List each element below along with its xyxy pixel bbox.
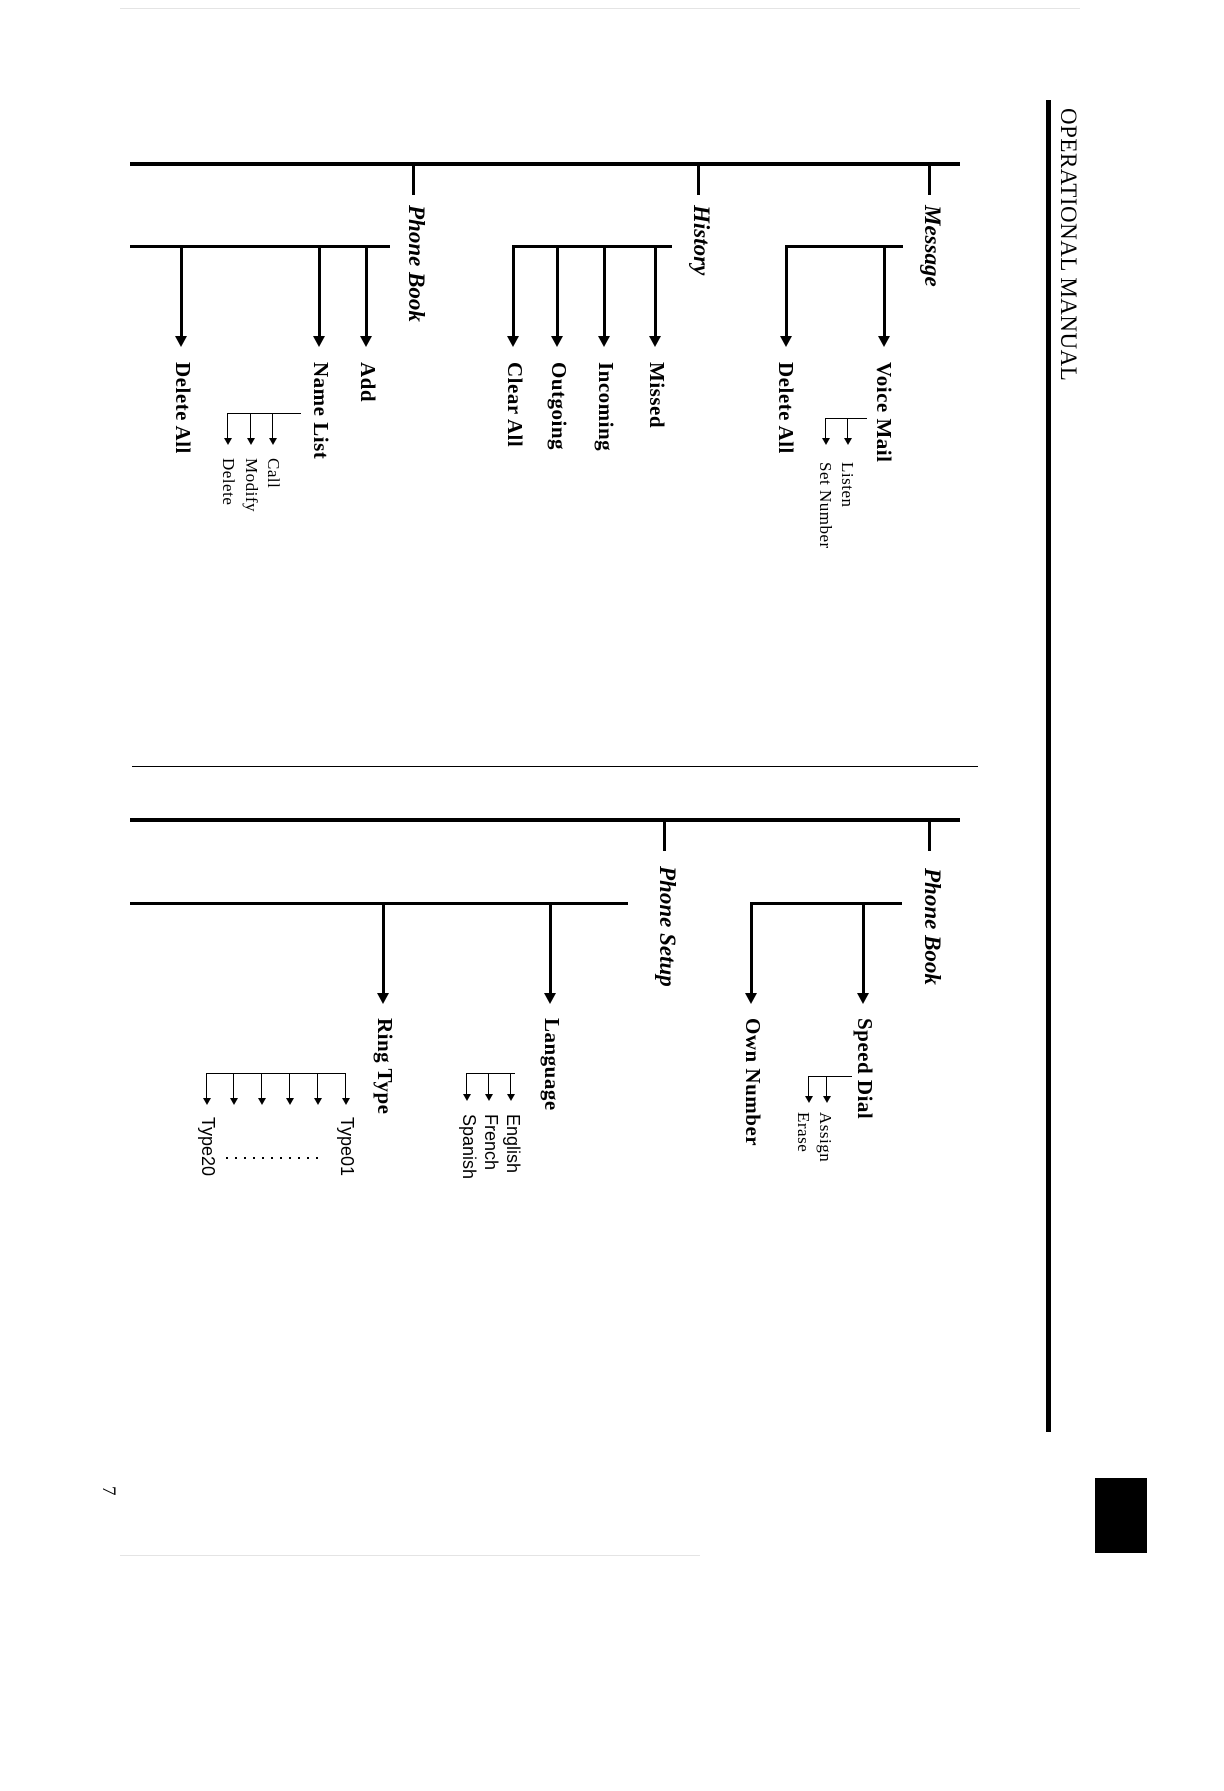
language-connector bbox=[549, 903, 552, 993]
section-tab bbox=[1095, 1478, 1147, 1553]
incoming-arrow bbox=[598, 336, 610, 347]
assign-arrow bbox=[823, 1096, 831, 1103]
incoming-connector bbox=[603, 246, 606, 336]
voice-mail-item: Voice Mail bbox=[872, 362, 896, 463]
own-number-item: Own Number bbox=[741, 1018, 765, 1147]
set-number-option: Set Number bbox=[816, 462, 835, 549]
french-arrow bbox=[485, 1094, 493, 1101]
history-branch-line bbox=[512, 245, 672, 248]
phone-book-delete-all-item: Delete All bbox=[171, 362, 195, 454]
name-list-arrow bbox=[313, 336, 325, 347]
message-delete-all-item: Delete All bbox=[774, 362, 798, 454]
call-option: Call bbox=[264, 458, 283, 489]
scan-edge-top bbox=[120, 8, 1080, 9]
speed-dial-item: Speed Dial bbox=[853, 1018, 877, 1120]
ring-type-connector bbox=[382, 903, 385, 993]
ring-type-sub-line bbox=[206, 1073, 346, 1074]
phone-setup-branch-line bbox=[130, 902, 628, 905]
set-number-connector bbox=[825, 418, 826, 440]
modify-option: Modify bbox=[242, 458, 261, 512]
right-main-line bbox=[130, 818, 960, 822]
ring-type-item: Ring Type bbox=[373, 1018, 397, 1115]
history-stem bbox=[697, 165, 700, 195]
ring-arrow-4 bbox=[258, 1098, 266, 1105]
add-connector bbox=[365, 246, 368, 336]
type20-connector bbox=[206, 1073, 207, 1100]
english-connector bbox=[510, 1073, 511, 1096]
erase-connector bbox=[808, 1076, 809, 1096]
ring-connector-4 bbox=[261, 1073, 262, 1100]
listen-arrow bbox=[844, 438, 852, 445]
assign-option: Assign bbox=[816, 1112, 835, 1163]
right-phone-book-heading: Phone Book bbox=[920, 868, 945, 985]
outgoing-arrow bbox=[551, 336, 563, 347]
voice-mail-arrow bbox=[878, 336, 890, 347]
right-phone-book-branch-line bbox=[750, 902, 902, 905]
type20-option: Type20 bbox=[198, 1117, 218, 1177]
manual-title: OPERATIONAL MANUAL bbox=[1056, 108, 1081, 382]
spanish-option: Spanish bbox=[459, 1114, 479, 1180]
message-stem bbox=[928, 165, 931, 195]
delete-arrow bbox=[224, 438, 232, 445]
listen-connector bbox=[847, 418, 848, 440]
phone-setup-stem bbox=[663, 821, 666, 851]
name-list-connector bbox=[318, 246, 321, 336]
call-arrow bbox=[269, 438, 277, 445]
message-delete-all-connector bbox=[785, 245, 788, 336]
message-heading: Message bbox=[920, 205, 945, 287]
phone-setup-heading: Phone Setup bbox=[655, 866, 680, 987]
clear-all-arrow bbox=[507, 336, 519, 347]
add-item: Add bbox=[356, 362, 380, 403]
ring-connector-3 bbox=[289, 1073, 290, 1100]
own-number-arrow bbox=[745, 993, 757, 1004]
assign-connector bbox=[826, 1076, 827, 1098]
english-arrow bbox=[507, 1094, 515, 1101]
delete-connector bbox=[227, 413, 228, 440]
ring-arrow-5 bbox=[230, 1098, 238, 1105]
phone-book-delete-all-arrow bbox=[175, 336, 187, 347]
ring-connector-5 bbox=[233, 1073, 234, 1100]
spanish-arrow bbox=[463, 1094, 471, 1101]
ring-connector-2 bbox=[317, 1073, 318, 1100]
column-separator bbox=[132, 766, 978, 767]
add-arrow bbox=[360, 336, 372, 347]
name-list-item: Name List bbox=[309, 362, 333, 460]
phone-book-branch-line bbox=[130, 245, 390, 248]
spanish-connector bbox=[466, 1073, 467, 1096]
french-option: French bbox=[481, 1114, 501, 1171]
speed-dial-connector bbox=[862, 903, 865, 993]
left-main-line bbox=[130, 162, 960, 166]
page-number: 7 bbox=[98, 1486, 119, 1496]
type01-connector bbox=[345, 1073, 346, 1100]
ring-type-arrow bbox=[377, 993, 389, 1004]
scan-edge-bottom bbox=[120, 1555, 700, 1556]
voice-mail-connector bbox=[883, 246, 886, 336]
message-delete-all-arrow bbox=[780, 336, 792, 347]
ring-arrow-3 bbox=[286, 1098, 294, 1105]
type01-option: Type01 bbox=[337, 1117, 357, 1177]
listen-option: Listen bbox=[838, 462, 857, 508]
english-option: English bbox=[503, 1114, 523, 1174]
section-tab-label: Programming Menu bbox=[1064, 1478, 1101, 1791]
missed-item: Missed bbox=[645, 362, 669, 428]
missed-connector bbox=[654, 246, 657, 336]
french-connector bbox=[488, 1073, 489, 1096]
outgoing-connector bbox=[556, 246, 559, 336]
language-arrow bbox=[544, 993, 556, 1004]
set-number-arrow bbox=[822, 438, 830, 445]
phone-book-delete-all-connector bbox=[180, 246, 183, 336]
speed-dial-sub-line bbox=[808, 1076, 852, 1077]
phone-book-heading: Phone Book bbox=[404, 205, 429, 322]
call-connector bbox=[272, 413, 273, 440]
type01-arrow bbox=[342, 1098, 350, 1105]
own-number-connector bbox=[750, 902, 753, 993]
delete-option: Delete bbox=[219, 458, 238, 506]
erase-arrow bbox=[805, 1096, 813, 1103]
language-sub-line bbox=[466, 1073, 515, 1074]
language-item: Language bbox=[540, 1018, 564, 1111]
clear-all-connector bbox=[512, 245, 515, 336]
missed-arrow bbox=[649, 336, 661, 347]
right-phone-book-stem bbox=[928, 821, 931, 851]
outgoing-item: Outgoing bbox=[547, 362, 571, 451]
modify-arrow bbox=[247, 438, 255, 445]
incoming-item: Incoming bbox=[594, 362, 618, 452]
phone-book-stem bbox=[412, 165, 415, 195]
modify-connector bbox=[250, 413, 251, 440]
header-rule bbox=[1046, 100, 1051, 1432]
clear-all-item: Clear All bbox=[503, 362, 527, 448]
name-list-sub-line bbox=[227, 413, 301, 414]
history-heading: History bbox=[689, 205, 714, 276]
ring-arrow-2 bbox=[314, 1098, 322, 1105]
voice-mail-sub-line bbox=[825, 418, 867, 419]
type20-arrow bbox=[203, 1098, 211, 1105]
erase-option: Erase bbox=[794, 1112, 813, 1153]
speed-dial-arrow bbox=[857, 993, 869, 1004]
